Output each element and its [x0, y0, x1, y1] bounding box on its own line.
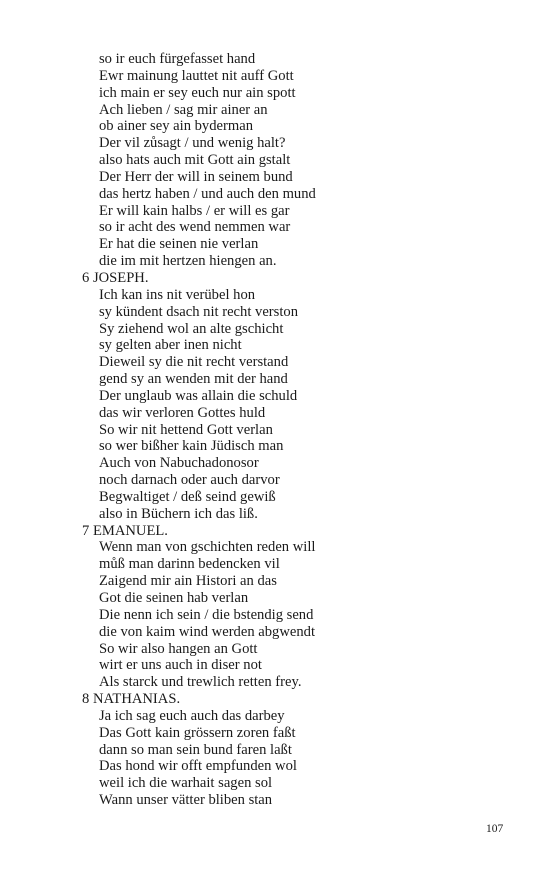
verse-line: wirt er uns auch in diser not [99, 657, 262, 674]
speaker-heading: 6 JOSEPH. [82, 269, 149, 286]
speaker-heading: 8 NATHANIAS. [82, 691, 181, 708]
verse-line: Ja ich sag euch auch das darbey [99, 707, 285, 724]
verse-line: Ich kan ins nit verübel hon [99, 286, 256, 303]
verse-line: Als starck und trewlich retten frey. [99, 674, 302, 691]
verse-line: Wann unser vätter bliben stan [99, 792, 273, 809]
verse-line: gend sy an wenden mit der hand [99, 371, 288, 388]
verse-line: Er hat die seinen nie verlan [99, 236, 259, 253]
verse-line: Ach lieben / sag mir ainer an [99, 101, 268, 118]
verse-line: Das hond wir offt empfunden wol [99, 758, 297, 775]
verse-line: sy kündent dsach nit recht verston [99, 303, 298, 320]
verse-line: Wenn man von gschichten reden will [99, 539, 316, 556]
verse-line: Der Herr der will in seinem bund [99, 168, 293, 185]
verse-line: dann so man sein bund faren laßt [99, 741, 292, 758]
verse-line: Auch von Nabuchadonosor [99, 455, 259, 472]
verse-line: noch darnach oder auch darvor [99, 472, 280, 489]
verse-line: so ir acht des wend nemmen war [99, 219, 291, 236]
verse-line: so ir euch fürgefasset hand [99, 51, 256, 67]
verse-line: Ewr mainung lauttet nit auff Gott [99, 67, 294, 84]
verse-line: die im mit hertzen hiengen an. [99, 253, 277, 270]
verse-line: Das Gott kain grössern zoren faßt [99, 724, 296, 741]
verse-line: Got die seinen hab verlan [99, 590, 249, 606]
verse-line: die von kaim wind werden abgwendt [99, 623, 316, 640]
verse-line: das wir verloren Gottes huld [99, 404, 266, 421]
verse-line: Sy ziehend wol an alte gschicht [99, 320, 284, 337]
verse-line: Dieweil sy die nit recht verstand [99, 354, 289, 371]
verse-line: Die nenn ich sein / die bstendig send [99, 606, 314, 623]
verse-line: Der vil zůsagt / und wenig halt? [99, 135, 286, 152]
verse-line: Er will kain halbs / er will es gar [99, 202, 290, 219]
verse-line: ob ainer sey ain byderman [99, 118, 253, 135]
verse-line: můß man darinn bedencken vil [99, 556, 280, 573]
verse-line: so wer bißher kain Jüdisch man [99, 438, 284, 455]
verse-line: das hertz haben / und auch den mund [99, 185, 316, 202]
verse-line: sy gelten aber inen nicht [99, 337, 242, 354]
verse-line: weil ich die warhait sagen sol [99, 775, 273, 792]
verse-line: Begwaltiget / deß seind gewiß [99, 488, 276, 505]
verse-line: also hats auch mit Gott ain gstalt [99, 152, 291, 169]
verse-line: So wir also hangen an Gott [99, 640, 258, 657]
verse-line: also in Büchern ich das liß. [99, 505, 258, 522]
verse-text-block [82, 51, 502, 809]
verse-line: Zaigend mir ain Histori an das [99, 573, 277, 590]
verse-line: ich main er sey euch nur ain spott [99, 84, 296, 101]
verse-line: So wir nit hettend Gott verlan [99, 421, 273, 438]
verse-line: Der unglaub was allain die schuld [99, 387, 298, 404]
page-number: 107 [486, 823, 504, 835]
speaker-heading: 7 EMANUEL. [82, 522, 168, 539]
